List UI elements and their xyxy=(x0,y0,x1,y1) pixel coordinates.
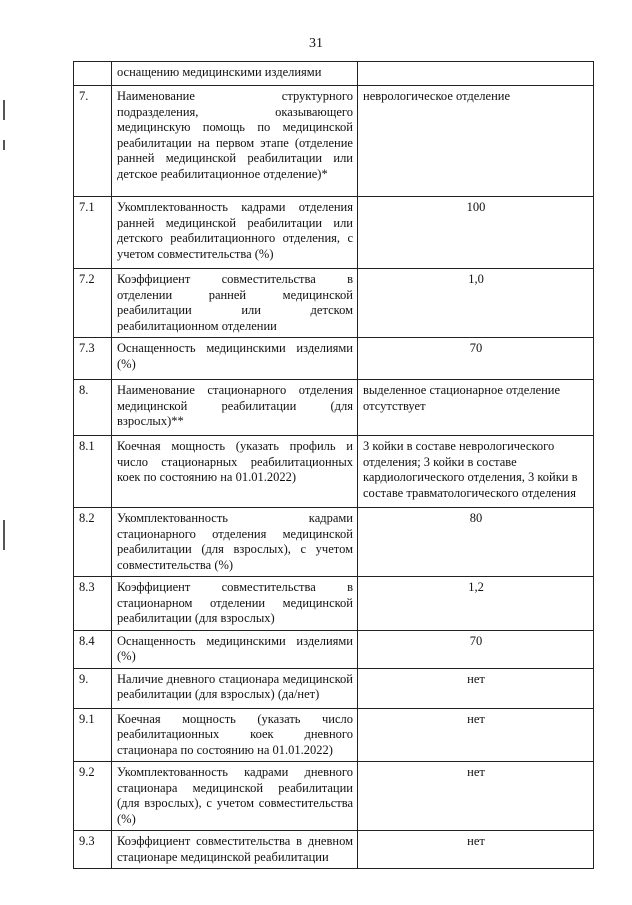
row-number: 8.1 xyxy=(74,436,112,508)
row-indicator: Коечная мощность (указать число реабилитационных коек дневного стационара по состоянию на 01.01.2022) xyxy=(112,708,358,762)
table-row xyxy=(74,197,594,269)
row-indicator: Наименование стационарного отделения медицинской реабилитации (для взрослых)** xyxy=(112,380,358,436)
row-number xyxy=(74,62,112,86)
row-number: 9.1 xyxy=(74,708,112,762)
table-row xyxy=(74,708,594,762)
row-value: 3 койки в составе неврологического отделения; 3 койки в составе кардиологического отделения, 3 койки в составе травматологического отделения xyxy=(358,436,594,508)
table-body xyxy=(74,62,594,869)
row-indicator: Оснащенность медицинскими изделиями (%) xyxy=(112,338,358,380)
binding-mark xyxy=(3,100,5,120)
table-row xyxy=(74,508,594,577)
row-value: 100 xyxy=(358,197,594,269)
row-number: 8.2 xyxy=(74,508,112,577)
table-row xyxy=(74,86,594,197)
row-indicator: Коэффициент совместительства в стационарном отделении медицинской реабилитации (для взрослых) xyxy=(112,577,358,631)
table-row xyxy=(74,62,594,86)
row-value: неврологическое отделение xyxy=(358,86,594,197)
row-value: 1,2 xyxy=(358,577,594,631)
row-number: 7.1 xyxy=(74,197,112,269)
row-number: 9.3 xyxy=(74,831,112,869)
table-row xyxy=(74,269,594,338)
row-value: нет xyxy=(358,831,594,869)
row-number: 8.3 xyxy=(74,577,112,631)
row-value: нет xyxy=(358,762,594,831)
row-number: 8.4 xyxy=(74,630,112,668)
table-row xyxy=(74,630,594,668)
row-indicator: Укомплектованность кадрами дневного стационара медицинской реабилитации (для взрослых), с учетом совместительства (%) xyxy=(112,762,358,831)
row-indicator: Укомплектованность кадрами стационарного отделения медицинской реабилитации (для взрослых), с учетом совместительства (%) xyxy=(112,508,358,577)
row-value: выделенное стационарное отделение отсутствует xyxy=(358,380,594,436)
row-number: 7.2 xyxy=(74,269,112,338)
row-value: нет xyxy=(358,708,594,762)
row-indicator: Коэффициент совместительства в отделении ранней медицинской реабилитации или детском реабилитационном отделении xyxy=(112,269,358,338)
row-value: 70 xyxy=(358,630,594,668)
row-indicator: Укомплектованность кадрами отделения ранней медицинской реабилитации или детского реабилитационного отделения, с учетом совместительства (%) xyxy=(112,197,358,269)
row-value: нет xyxy=(358,668,594,708)
table-row xyxy=(74,668,594,708)
row-indicator: Коэффициент совместительства в дневном стационаре медицинской реабилитации xyxy=(112,831,358,869)
binding-mark xyxy=(3,140,5,150)
indicators-table xyxy=(73,61,594,869)
row-number: 7.3 xyxy=(74,338,112,380)
row-number: 7. xyxy=(74,86,112,197)
row-number: 9.2 xyxy=(74,762,112,831)
row-number: 8. xyxy=(74,380,112,436)
row-value: 70 xyxy=(358,338,594,380)
row-indicator: оснащению медицинскими изделиями xyxy=(112,62,358,86)
row-number: 9. xyxy=(74,668,112,708)
row-indicator: Оснащенность медицинскими изделиями (%) xyxy=(112,630,358,668)
table-row xyxy=(74,338,594,380)
row-value: 1,0 xyxy=(358,269,594,338)
row-value: 80 xyxy=(358,508,594,577)
table-row xyxy=(74,436,594,508)
table-row xyxy=(74,831,594,869)
table-row xyxy=(74,762,594,831)
table-row xyxy=(74,577,594,631)
binding-mark xyxy=(3,520,5,550)
row-indicator: Наименование структурного подразделения, оказывающего медицинскую помощь по медицинской реабилитации на первом этапе (отделение ранней медицинской реабилитации или детское реабилитационное отделение)* xyxy=(112,86,358,197)
row-indicator: Коечная мощность (указать профиль и число стационарных реабилитационных коек по состоянию на 01.01.2022) xyxy=(112,436,358,508)
page-number: 31 xyxy=(309,36,323,51)
row-indicator: Наличие дневного стационара медицинской реабилитации (для взрослых) (да/нет) xyxy=(112,668,358,708)
table-row xyxy=(74,380,594,436)
row-value xyxy=(358,62,594,86)
